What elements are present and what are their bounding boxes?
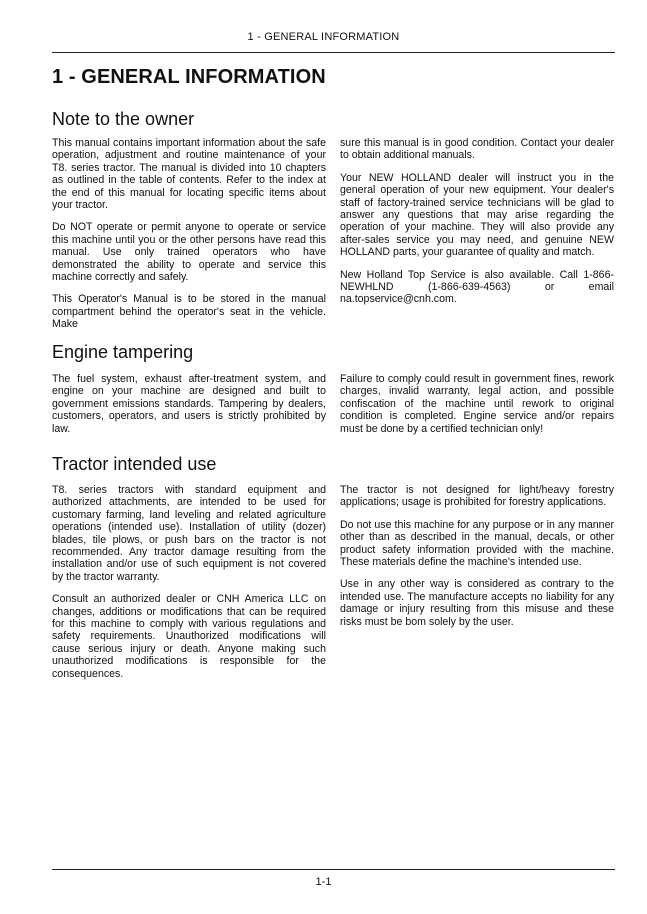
paragraph: New Holland Top Service is also available. Call 1-866-NEWHLND (1-866-639-4563) or email na.topservice@cnh.com. <box>340 268 614 306</box>
paragraph: This manual contains important information about the safe operation, adjustment and routine maintenance of your T8. series tractor. The manual is divided into 10 chapters as outlined in the table of contents. Refer to the index at the end of this manual for locating specific items about your tractor. <box>52 137 326 212</box>
paragraph: T8. series tractors with standard equipment and authorized attachments, are intended to be used for customary farming, land leveling and related agriculture operations (intended use). Installation of utility (dozer) blades, tile plows, or push bars on the tractor is not recommended. Any tractor damage resulting from the installation and/or use of such equipment is not covered by the tractor warranty. <box>52 484 326 583</box>
engine-tampering-left-column <box>52 373 326 445</box>
engine-tampering-right-column <box>340 373 614 445</box>
footer-rule <box>52 869 615 870</box>
header-rule <box>52 52 615 53</box>
paragraph: Consult an authorized dealer or CNH America LLC on changes, additions or modifications that can be required for this machine to comply with various regulations and safety requirements. Unauthorized modifications will cause serious injury or death. Anyone making such unauthorized modifications is responsible for the consequences. <box>52 593 326 680</box>
section-heading-tractor-intended-use: Tractor intended use <box>52 454 217 474</box>
paragraph: Use in any other way is considered as contrary to the intended use. The manufacture accepts no liability for any damage or injury resulting from this misuse and these risks must be bom solely by the user. <box>340 578 614 628</box>
section-heading-engine-tampering: Engine tampering <box>52 342 194 362</box>
paragraph: Your NEW HOLLAND dealer will instruct you in the general operation of your new equipment. Your dealer's staff of factory-trained service technicians will be glad to answer any questions that may arise regarding the operation of your machine. They will also provide any after-sales service you may need, and genuine NEW HOLLAND parts, your guarantee of quality and match. <box>340 171 614 259</box>
paragraph: sure this manual is in good condition. Contact your dealer to obtain additional manuals. <box>340 137 614 162</box>
page-number: 1-1 <box>315 876 332 888</box>
paragraph: Do not use this machine for any purpose or in any manner other than as described in the manual, decals, or other product safety information provided with the machine. These materials define the machine's intended use. <box>340 518 614 569</box>
running-header: 1 - GENERAL INFORMATION <box>247 31 400 43</box>
paragraph: The tractor is not designed for light/heavy forestry applications; usage is prohibited for forestry applications. <box>340 484 614 509</box>
intended-use-right-column <box>340 484 614 638</box>
note-to-owner-left-column <box>52 137 326 341</box>
paragraph: Failure to comply could result in government fines, rework charges, invalid warranty, legal action, and possible confiscation of the machine until rework to original condition is completed. Engine service and/or repairs must be done by a certified technician only! <box>340 373 614 435</box>
note-to-owner-right-column <box>340 137 614 316</box>
paragraph: The fuel system, exhaust after-treatment system, and engine on your machine are designed and built to government emissions standards. Tampering by dealers, customers, operators, and users is strictly prohibited by law. <box>52 373 326 435</box>
paragraph: This Operator's Manual is to be stored in the manual compartment behind the operator's seat in the vehicle. Make <box>52 293 326 331</box>
chapter-title: 1 - GENERAL INFORMATION <box>52 66 326 88</box>
intended-use-left-column <box>52 484 326 690</box>
paragraph: Do NOT operate or permit anyone to operate or service this machine until you or the other persons have read this manual. Use only trained operators who have demonstrated the ability to operate and service this machine correctly and safely. <box>52 221 326 284</box>
section-heading-note-to-owner: Note to the owner <box>52 109 195 129</box>
